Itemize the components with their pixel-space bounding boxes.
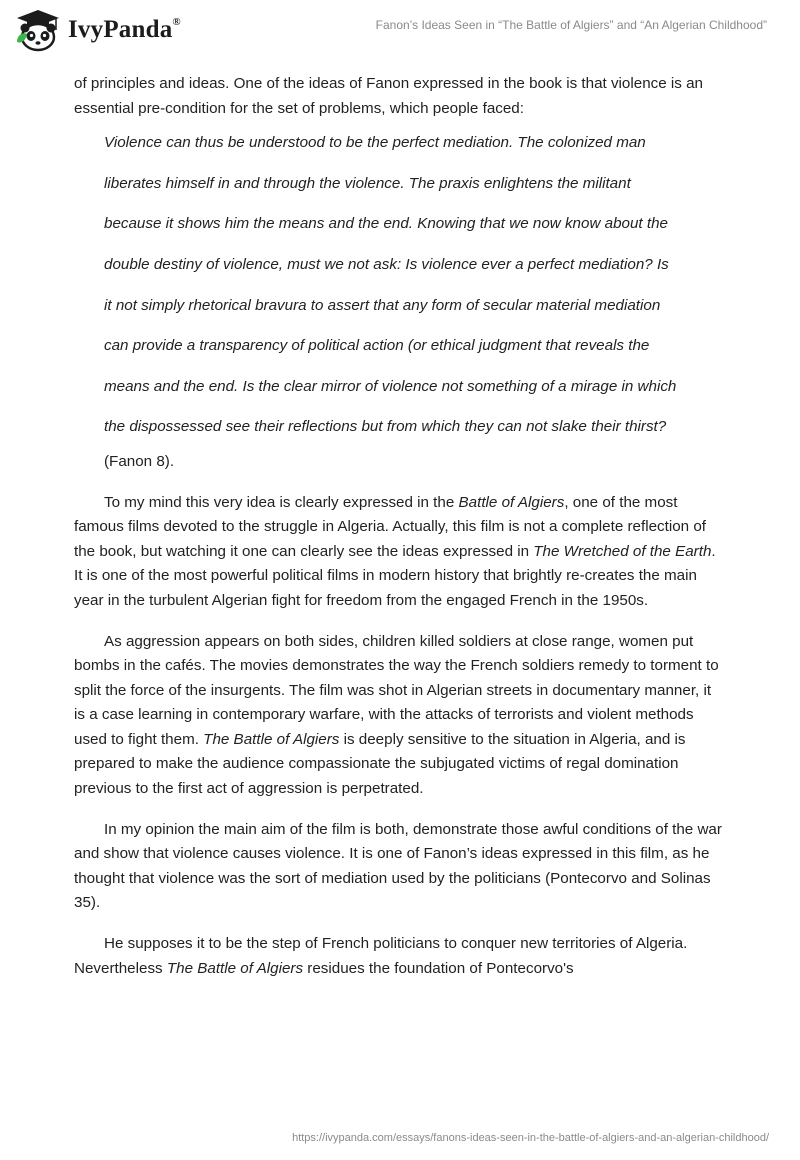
document-title: Fanon’s Ideas Seen in “The Battle of Algiers” and “An Algerian Childhood” [375, 18, 767, 32]
intro-paragraph: of principles and ideas. One of the ideas of Fanon expressed in the book is that violence is an essential pre-condition for the set of problems, which people faced: [74, 75, 703, 117]
brand-name: IvyPanda® [68, 16, 181, 43]
quote-line: liberates himself in and through the violence. The praxis enlightens the militant [104, 174, 631, 192]
quote-line: means and the end. Is the clear mirror of violence not something of a mirage in which [104, 377, 677, 395]
body-paragraph: To my mind this very idea is clearly expressed in the Battle of Algiers, one of the most famous films devoted to the struggle in Algeria. Actually, this film is not a complete reflection of the book, but watching it one can clearly see the ideas expressed in The Wretched of the Earth. It is one of the most powerful political films in modern history that brightly re-creates the main year in the turbulent Algerian fight for freedom from the engaged French in the 1950s. [74, 493, 716, 609]
quote-line: double destiny of violence, must we not ask: Is violence ever a perfect mediation? Is [104, 255, 669, 273]
body-paragraph: In my opinion the main aim of the film is both, demonstrate those awful conditions of the war and show that violence causes violence. It is one of Fanon’s ideas expressed in this film, as he thought that violence was the sort of mediation used by the politicians (Pontecorvo and Solinas 35). [74, 820, 722, 912]
quote-line: the dispossessed see their reflections but from which they can not slake their thirst? [104, 418, 667, 436]
source-url-link[interactable]: https://ivypanda.com/essays/fanons-ideas-seen-in-the-battle-of-algiers-and-an-algerian-childhood/ [292, 1132, 769, 1144]
quote-line: because it shows him the means and the end. Knowing that we now know about the [104, 215, 668, 233]
panda-graduate-icon [14, 8, 62, 52]
essay-body [74, 72, 724, 997]
body-paragraph: He supposes it to be the step of French politicians to conquer new territories of Algeria. Nevertheless The Battle of Algiers residues the foundation of Pontecorvo's [74, 935, 688, 977]
page-header [0, 0, 800, 60]
quote-line: it not simply rhetorical bravura to assert that any form of secular material mediation [104, 296, 661, 314]
quote-line: Violence can thus be understood to be the perfect mediation. The colonized man [104, 134, 646, 152]
block-quote [74, 131, 724, 440]
ivypanda-logo[interactable] [14, 8, 181, 52]
quote-line: can provide a transparency of political action (or ethical judgment that reveals the [104, 337, 650, 355]
quote-citation: (Fanon 8). [104, 452, 175, 470]
body-paragraph: As aggression appears on both sides, children killed soldiers at close range, women put bombs in the cafés. The movies demonstrates the way the French soldiers remedy to torment to split the force of the insurgents. The film was shot in Algerian streets in documentary manner, it is a case learning in contemporary warfare, with the attacks of terrorists and violent methods used to fight them. The Battle of Algiers is deeply sensitive to the situation in Algeria, and is prepared to make the audience compassionate the subjugated victims of regal domination previous to the first act of aggression is perpetrated. [74, 632, 719, 798]
